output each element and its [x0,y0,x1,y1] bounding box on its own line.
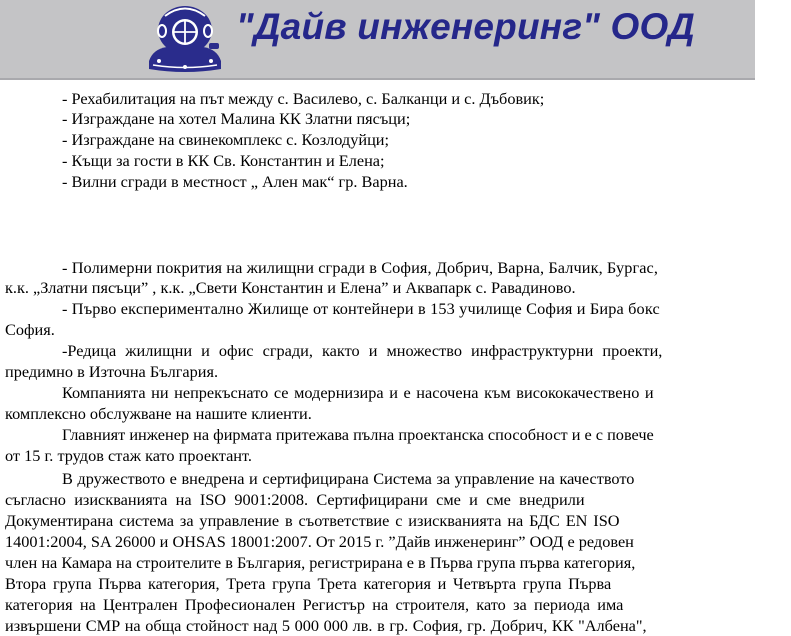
paragraph-line: съгласно изискванията на ISO 9001:2008. Сертифицирани сме и сме внедрили [5,490,585,509]
paragraph-line: 14001:2004, SA 26000 и OHSAS 18001:2007. От 2015 г. ”Дайв инженеринг” ООД е редовен [5,532,634,551]
list-item: - Изграждане на хотел Малина КК Златни пясъци; [62,109,411,128]
paragraph-line: Втора група Първа категория, Трета група Трета категория и Четвърта група Първа [5,574,612,593]
paragraph-line: предимно в Източна България. [5,362,219,381]
paragraph-line: Документирана система за управление в съответствие с изискванията на БДС EN ISO [5,511,620,530]
paragraph-line: Компанията ни непрекъснато се модернизира и е насочена към висококачествено и [62,383,654,402]
paragraph-line: София. [5,320,55,339]
company-name: "Дайв инженеринг" ООД [236,6,695,47]
paragraph-line: Главният инженер на фирмата притежава пълна проектанска способност и е с повече [62,425,654,444]
paragraph-line: - Първо експериментално Жилище от контейнери в 153 училище София и Бира бокс [62,299,660,318]
paragraph-line: извършени СМР на обща стойност над 5 000 000 лв. в гр. София, гр. Добрич, КК "Албена", [5,616,647,635]
paragraph-line: член на Камара на строителите в България, регистрирана е в Първа група първа категория, [5,553,636,572]
paragraph-line: В дружеството е внедрена и сертифицирана Система за управление на качеството [62,469,635,488]
paragraph-line: -Редица жилищни и офис сгради, както и множество инфраструктурни проекти, [62,341,663,360]
paragraph-line: - Полимерни покрития на жилищни сгради в София, Добрич, Варна, Балчик, Бургас, [62,258,659,277]
list-item: - Къщи за гости в КК Св. Константин и Елена; [62,151,385,170]
paragraph-line: комплексно обслужване на нашите клиенти. [5,404,312,423]
list-item: - Изграждане на свинекомплекс с. Козлодуйци; [62,130,390,149]
paragraph-line: категория на Централен Професионален Регистър на строителя, като за периода има [5,595,624,614]
paragraph-line: от 15 г. трудов стаж като проектант. [5,446,252,465]
list-item: - Рехабилитация на път между с. Василево, с. Балканци и с. Дъбовик; [62,89,545,108]
paragraph-line: к.к. „Златни пясъци” , к.к. „Свети Константин и Елена” и Аквапарк с. Равадиново. [5,278,576,297]
list-item: - Вилни сгради в местност „ Ален мак“ гр. Варна. [62,172,408,191]
